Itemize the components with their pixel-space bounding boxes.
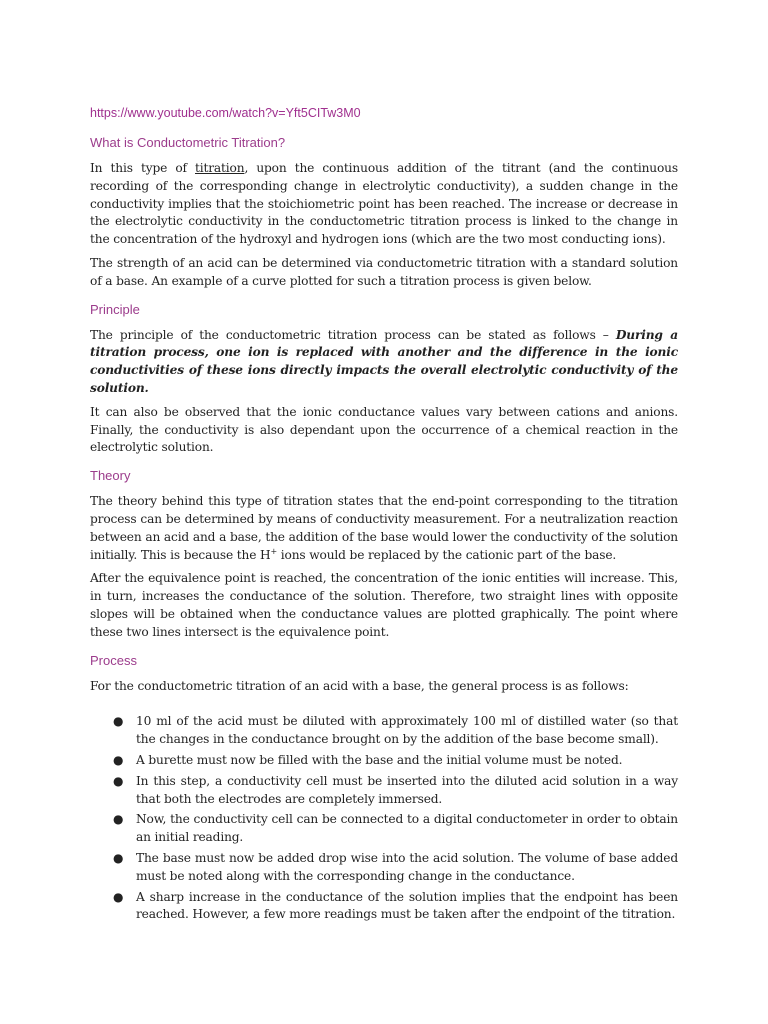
superscript-plus: + — [270, 546, 278, 556]
paragraph-process-intro: For the conductometric titration of an acid with a base, the general process is as follows: — [90, 678, 629, 693]
list-item-text: In this step, a conductivity cell must be inserted into the diluted acid solution in a way that both the electrodes are completely immersed. — [136, 773, 678, 806]
paragraph-intro-rest: , upon the continuous addition of the titrant (and the continuous recording of the corresponding change in electrolytic conductivity), a sudden change in the conductivity implies that the stoichiometric point has been reached. The increase or decrease in the electrolytic conductivity in the conductometric titration process is linked to the change in the concentration of the hydroxyl and hydrogen ions (which are the two most conducting ions). — [90, 161, 678, 247]
paragraph-equivalence: After the equivalence point is reached, the concentration of the ionic entities will increase. This, in turn, increases the conductance of the solution. Therefore, two straight lines with opposite slopes will be obtained when the conductance values are plotted graphically. The point where these two lines intersect is the equivalence point. — [90, 571, 678, 639]
heading-what-is: What is Conductometric Titration? — [90, 135, 286, 150]
list-item — [90, 773, 678, 809]
list-item — [90, 752, 678, 770]
list-item-text: 10 ml of the acid must be diluted with approximately 100 ml of distilled water (so that the changes in the conductance brought on by the addition of the base become small). — [136, 714, 678, 747]
heading-principle: Principle — [90, 301, 140, 317]
list-item — [90, 850, 678, 886]
paragraph-theory — [90, 493, 678, 564]
bullet-icon: ● — [113, 752, 124, 767]
paragraph-theory-rest: ions would be replaced by the cationic part of the base. — [277, 547, 617, 562]
bullet-icon: ● — [113, 773, 124, 788]
bullet-icon: ● — [113, 714, 124, 729]
paragraph-theory-start: The theory behind this type of titration states that the end-point corresponding to the titration process can be determined by means of conductivity measurement. For a neutralization reaction between an acid and a base, the addition of the base would lower the conductivity of the solution initially. This is because the H — [90, 494, 678, 562]
document-page — [90, 104, 678, 927]
bullet-icon: ● — [113, 850, 124, 865]
paragraph-ionic-conductance: It can also be observed that the ionic conductance values vary between cations and anions. Finally, the conductivity is also dependant upon the occurrence of a chemical reaction in the electrolytic solution. — [90, 404, 678, 455]
youtube-link[interactable]: https://www.youtube.com/watch?v=Yft5CITw3M0 — [90, 106, 361, 120]
paragraph-principle — [90, 327, 678, 398]
bullet-icon: ● — [113, 889, 124, 904]
list-item — [90, 811, 678, 847]
list-item-text: The base must now be added drop wise into the acid solution. The volume of base added must be noted along with the corresponding change in the conductance. — [136, 850, 678, 883]
heading-process: Process — [90, 652, 137, 668]
process-steps-list — [90, 713, 678, 924]
paragraph-intro-start: In this type of — [90, 161, 196, 175]
list-item — [90, 889, 678, 925]
paragraph-principle-normal: The principle of the conductometric titration process can be stated as follows – — [90, 327, 616, 342]
paragraph-principle-emphasis: During a titration process, one ion is replaced with another and the difference in the ionic conductivities of these ions directly impacts the overall electrolytic conductivity of the solution. — [90, 327, 678, 395]
titration-link[interactable]: titration — [195, 161, 245, 175]
list-item-text: A sharp increase in the conductance of the solution implies that the endpoint has been reached. However, a few more readings must be taken after the endpoint of the titration. — [136, 889, 678, 922]
list-item — [90, 713, 678, 749]
list-item-text: Now, the conductivity cell can be connected to a digital conductometer in order to obtain an initial reading. — [136, 812, 678, 845]
paragraph-strength: The strength of an acid can be determined via conductometric titration with a standard solution of a base. An example of a curve plotted for such a titration process is given below. — [90, 255, 678, 288]
paragraph-intro — [90, 160, 678, 249]
heading-theory: Theory — [90, 468, 131, 484]
bullet-icon: ● — [113, 812, 124, 827]
list-item-text: A burette must now be filled with the base and the initial volume must be noted. — [136, 752, 623, 767]
